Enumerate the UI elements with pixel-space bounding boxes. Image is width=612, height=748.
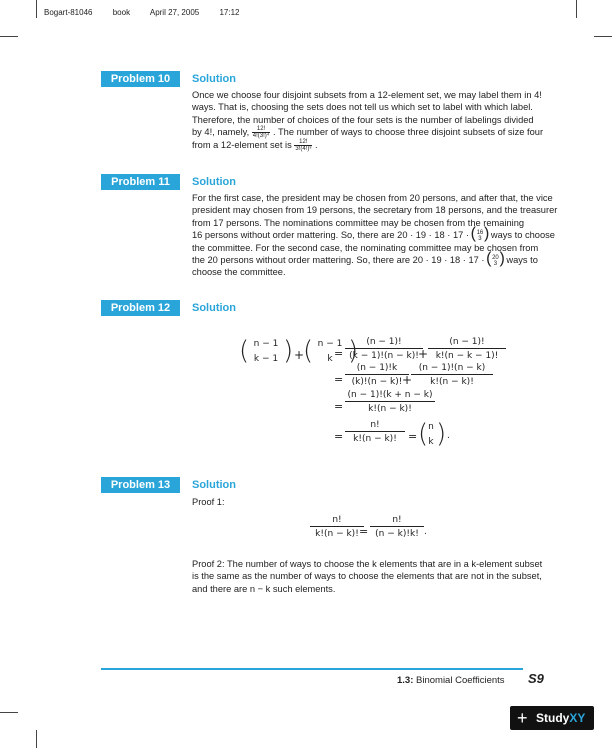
plus-icon: + (517, 708, 528, 728)
text-fragment: . The number of ways to choose three disjoint subsets of size four (272, 127, 544, 138)
text-line: the committee. For the second case, the nominating committee may be chosen from (192, 242, 539, 253)
text-line: from 17 persons. The nominations committee may be chosen from the remaining (192, 217, 525, 228)
equals-sign: = (334, 347, 344, 360)
fraction-denominator: 3!(4!)³ (295, 145, 312, 152)
text-line: For the first case, the president may be chosen from 20 persons, and after that, the vice (192, 193, 553, 203)
footer-section-number: 1.3: (397, 675, 414, 686)
binomial-top: ( 16 (476, 229, 484, 236)
studyxy-logo (510, 706, 594, 730)
fraction-denominator: k!(n − k − 1)! (435, 351, 499, 361)
equals-sign: = (408, 430, 418, 443)
fraction-numerator: (n − 1)!k (345, 363, 409, 375)
text-fragment: . (314, 139, 318, 150)
fraction-numerator: n! (310, 515, 364, 527)
fraction (428, 337, 506, 361)
fraction (370, 515, 424, 539)
fraction (345, 390, 435, 414)
problem-13-proof1-label: Proof 1: (192, 497, 225, 507)
binomial-bottom: k (428, 437, 434, 447)
paren-right: ) (283, 336, 294, 366)
fraction (345, 420, 405, 444)
paren-right: ) (436, 419, 447, 449)
fraction-denominator: k!(n − k)! (315, 529, 359, 539)
equals-sign: = (334, 430, 344, 443)
crop-mark (0, 712, 18, 713)
logo-text (536, 706, 585, 730)
text-line (192, 229, 555, 242)
fraction-denominator: (k)!(n − k)! (351, 377, 403, 387)
problem-12-badge: Problem 12 (101, 300, 180, 316)
header-kind: book (112, 8, 131, 17)
crop-mark (36, 730, 37, 748)
plus-sign: + (402, 373, 413, 387)
fraction (345, 363, 409, 387)
binomial (487, 255, 504, 267)
text-fragment: the 20 persons without order mattering. So, there are 20 · 19 · 18 · 17 · (192, 254, 485, 265)
text-line: Proof 2: The number of ways to choose the k elements that are in a k-element subset (192, 559, 543, 569)
fraction (310, 515, 364, 539)
text-fragment: by 4!, namely, (192, 127, 250, 138)
plus-sign: + (294, 348, 305, 362)
problem-10-badge: Problem 10 (101, 71, 180, 87)
problem-13-solution-title: Solution (192, 479, 236, 491)
fraction-numerator: (n − 1)! (428, 337, 506, 349)
problem-11-solution-title: Solution (192, 176, 236, 188)
text-line: Therefore, the number of choices of the four sets is the number of labelings divided (192, 114, 534, 125)
binomial-top: n (428, 422, 434, 432)
crop-mark (0, 36, 18, 37)
page-number: S9 (528, 671, 544, 686)
text-fragment: 16 persons without order mattering. So, there are 20 · 19 · 18 · 17 · (192, 230, 469, 241)
fraction-numerator: (n − 1)!(k + n − k) (345, 390, 435, 402)
fraction (252, 126, 271, 139)
problem-11-badge: Problem 11 (101, 174, 180, 190)
text-fragment: from a 12-element set is (192, 139, 292, 150)
logo-text-xy: XY (569, 711, 586, 725)
fraction-denominator: 4!(3!)⁴ (252, 133, 270, 140)
fraction (294, 139, 312, 152)
text-line (192, 139, 544, 151)
problem-11-text (192, 192, 558, 279)
crop-mark (594, 36, 612, 37)
fraction (345, 337, 423, 361)
fraction-denominator: k!(n − k)! (368, 404, 412, 414)
problem-10-solution-title: Solution (192, 73, 236, 85)
header-time: 17:12 (219, 8, 240, 17)
equals-sign: = (334, 400, 344, 413)
fraction-numerator: n! (345, 420, 405, 432)
fraction (411, 363, 493, 387)
binomial-top: n − 1 (253, 339, 279, 349)
problem-13-proof2 (192, 558, 544, 595)
binomial-bottom: k (327, 354, 333, 364)
crop-mark (576, 0, 577, 18)
problem-12-solution-title: Solution (192, 302, 236, 314)
text-fragment: ways to (506, 254, 538, 265)
binomial-bottom: 3 (478, 235, 482, 242)
text-line: Once we choose four disjoint subsets from a 12-element set, we may label them in 4! (192, 90, 542, 100)
paren-left: ( (239, 336, 250, 366)
footer-section-title: Binomial Coefficients (416, 675, 505, 686)
binomial-bottom: 3 (493, 260, 498, 267)
binomial-top: ( 20 (492, 254, 499, 261)
binomial-top: n − 1 (317, 339, 343, 349)
fraction-denominator: (k − 1)!(n − k)! (349, 351, 419, 361)
period: . (424, 527, 427, 537)
equals-sign: = (334, 373, 344, 386)
paren-right: ) (348, 336, 359, 366)
text-line: is the same as the number of ways to choose the elements that are not in the subset, (192, 571, 542, 582)
fraction-numerator: 12! (252, 126, 271, 133)
fraction-numerator: (n − 1)!(n − k) (411, 363, 493, 375)
footer-rule (101, 668, 523, 670)
logo-text-study: Study (536, 711, 570, 725)
plus-sign: + (418, 347, 429, 361)
text-line: choose the committee. (192, 267, 286, 278)
equals-sign: = (359, 525, 369, 538)
footer-section (397, 675, 505, 686)
text-line: president may chosen from 19 persons, the secretary from 18 persons, and the treasurer (192, 205, 558, 216)
fraction-denominator: k!(n − k)! (430, 377, 474, 387)
binomial-bottom: k − 1 (253, 354, 279, 364)
text-line: ways. That is, choosing the sets does not tell us which set to label with which label. (192, 102, 533, 113)
header-date: April 27, 2005 (149, 8, 200, 17)
fraction-numerator: n! (370, 515, 424, 527)
fraction-denominator: k!(n − k)! (353, 434, 397, 444)
binomial (248, 339, 284, 364)
print-header (44, 8, 258, 17)
fraction-denominator: (n − k)!k! (375, 529, 419, 539)
binomial (472, 230, 489, 242)
text-fragment: ways to choose (490, 230, 555, 241)
text-line (192, 254, 544, 266)
text-line (192, 126, 544, 138)
header-file: Bogart-81046 (44, 8, 93, 17)
problem-13-badge: Problem 13 (101, 477, 180, 493)
paren-left: ( (303, 336, 314, 366)
paren-left: ( (418, 419, 429, 449)
fraction-numerator: (n − 1)! (345, 337, 423, 349)
text-line: and there are n − k such elements. (192, 583, 336, 594)
problem-10-text (192, 89, 544, 151)
fraction-numerator: 12! (294, 139, 312, 146)
period: . (447, 431, 450, 441)
crop-mark (36, 0, 37, 18)
